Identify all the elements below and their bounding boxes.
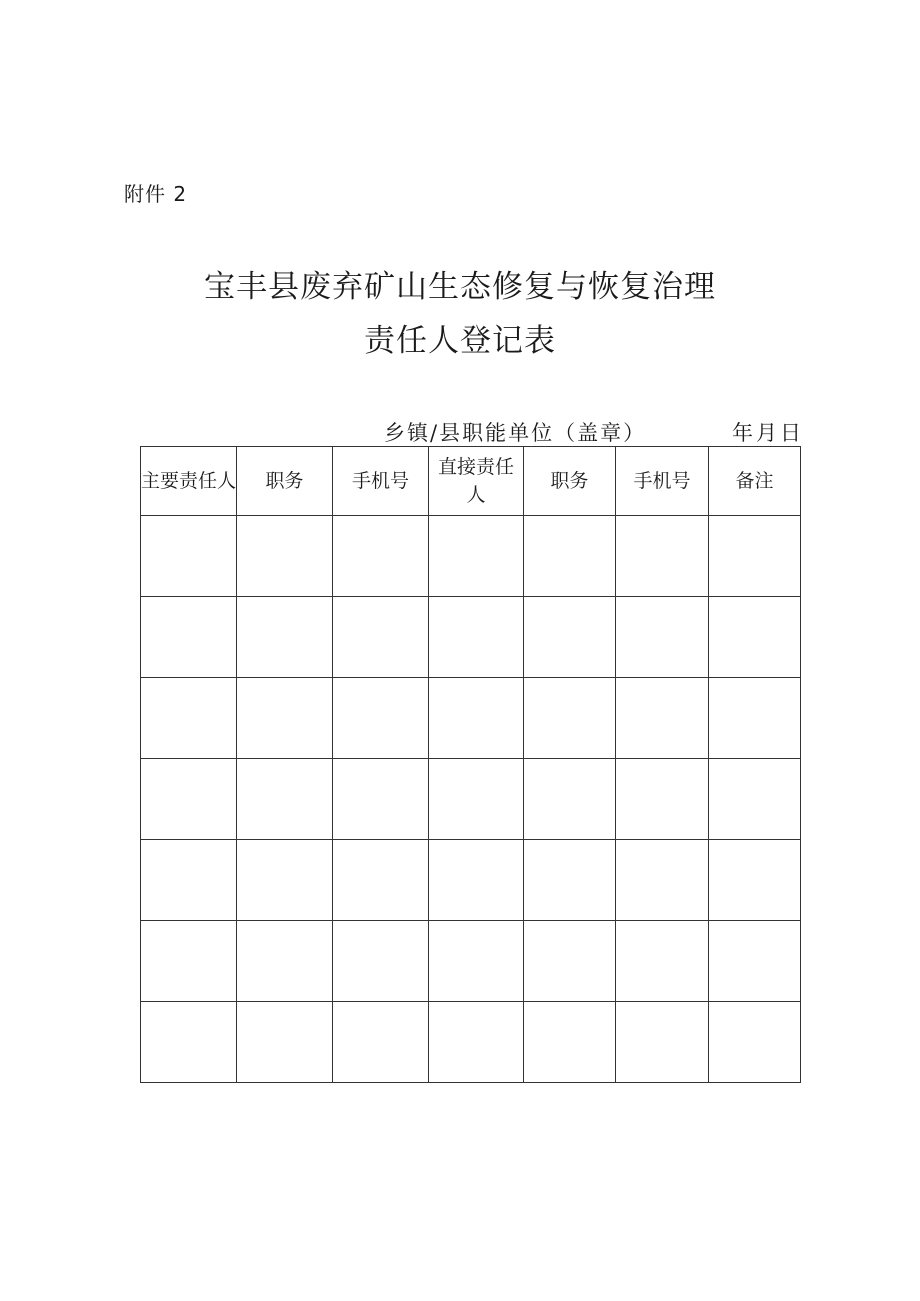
table-cell[interactable] <box>429 1002 524 1083</box>
attachment-label: 附件 2 <box>124 182 188 206</box>
table-cell[interactable] <box>709 759 801 840</box>
header-position: 职务 <box>237 447 333 516</box>
table-cell[interactable] <box>333 840 429 921</box>
table-row <box>141 678 801 759</box>
table-row <box>141 516 801 597</box>
table-cell[interactable] <box>141 921 237 1002</box>
table-cell[interactable] <box>429 840 524 921</box>
date-label: 年月日 <box>732 421 804 445</box>
table-cell[interactable] <box>524 759 616 840</box>
table-cell[interactable] <box>141 516 237 597</box>
table-cell[interactable] <box>616 516 709 597</box>
table-cell[interactable] <box>524 840 616 921</box>
responsibility-register-table <box>140 446 801 1083</box>
table-cell[interactable] <box>429 516 524 597</box>
table-cell[interactable] <box>616 678 709 759</box>
table-cell[interactable] <box>429 759 524 840</box>
table-cell[interactable] <box>141 1002 237 1083</box>
table-cell[interactable] <box>616 840 709 921</box>
table-cell[interactable] <box>333 678 429 759</box>
table-cell[interactable] <box>616 1002 709 1083</box>
document-title-line1: 宝丰县废弃矿山生态修复与恢复治理 <box>204 269 716 305</box>
unit-stamp-label: 乡镇/县职能单位（盖章） <box>384 421 647 445</box>
table-cell[interactable] <box>709 840 801 921</box>
table-body <box>141 516 801 1083</box>
table-cell[interactable] <box>524 597 616 678</box>
table-cell[interactable] <box>616 759 709 840</box>
table-cell[interactable] <box>237 516 333 597</box>
header-phone-2: 手机号 <box>616 447 709 516</box>
table-header-row <box>141 447 801 516</box>
table-cell[interactable] <box>141 759 237 840</box>
table-cell[interactable] <box>237 840 333 921</box>
table-cell[interactable] <box>237 678 333 759</box>
header-direct-responsible: 直接责任人 <box>429 447 524 516</box>
table-row <box>141 1002 801 1083</box>
table-cell[interactable] <box>333 921 429 1002</box>
table-cell[interactable] <box>237 1002 333 1083</box>
table-cell[interactable] <box>709 1002 801 1083</box>
table-cell[interactable] <box>429 597 524 678</box>
table-cell[interactable] <box>524 1002 616 1083</box>
table-cell[interactable] <box>524 516 616 597</box>
table-cell[interactable] <box>616 921 709 1002</box>
document-title-line2: 责任人登记表 <box>364 323 556 359</box>
header-position-2: 职务 <box>524 447 616 516</box>
table-cell[interactable] <box>141 678 237 759</box>
table-cell[interactable] <box>524 921 616 1002</box>
table-cell[interactable] <box>237 759 333 840</box>
header-remarks: 备注 <box>709 447 801 516</box>
table-cell[interactable] <box>333 1002 429 1083</box>
table-cell[interactable] <box>709 921 801 1002</box>
table-row <box>141 921 801 1002</box>
table-cell[interactable] <box>429 921 524 1002</box>
header-phone: 手机号 <box>333 447 429 516</box>
table-cell[interactable] <box>333 516 429 597</box>
table-cell[interactable] <box>333 759 429 840</box>
table-cell[interactable] <box>616 597 709 678</box>
table-cell[interactable] <box>709 516 801 597</box>
table-cell[interactable] <box>709 597 801 678</box>
table-cell[interactable] <box>237 597 333 678</box>
table-row <box>141 597 801 678</box>
table-cell[interactable] <box>709 678 801 759</box>
table-cell[interactable] <box>333 597 429 678</box>
table-cell[interactable] <box>237 921 333 1002</box>
table-row <box>141 840 801 921</box>
table-row <box>141 759 801 840</box>
table-cell[interactable] <box>141 597 237 678</box>
table-cell[interactable] <box>524 678 616 759</box>
header-main-responsible: 主要责任人 <box>141 447 237 516</box>
table-cell[interactable] <box>141 840 237 921</box>
table-cell[interactable] <box>429 678 524 759</box>
